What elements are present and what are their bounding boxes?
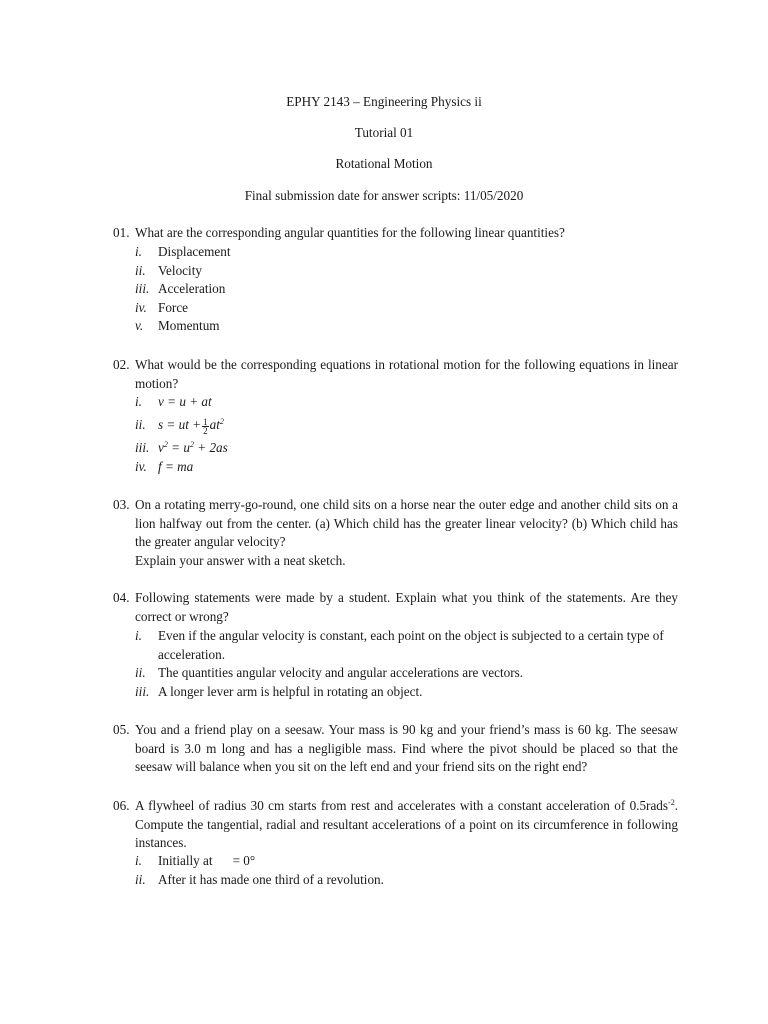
question-text: What would be the corresponding equations in rotational motion for the following equations in linear motion? [135, 357, 678, 391]
item-label: i. [135, 853, 142, 868]
item-text: Force [158, 300, 189, 315]
question-number: 04. [113, 590, 130, 605]
item-label: ii. [135, 417, 146, 432]
question-number: 01. [113, 225, 130, 240]
item-label: v. [135, 318, 144, 333]
exponent: 2 [189, 440, 194, 449]
item-text-part: = 0° [232, 853, 256, 868]
item-text: Velocity [158, 263, 202, 278]
equation-v: v [158, 440, 164, 455]
question-number: 06. [113, 798, 130, 813]
question-text-part: . Compute the tangential, radial and resultant accelerations of a point on its circumference in following instances. [135, 798, 678, 851]
equation [158, 439, 228, 458]
equation-rhs: at [209, 417, 220, 432]
item-label: i. [135, 394, 142, 409]
item-label: iv. [135, 300, 147, 315]
item-label: i. [135, 628, 142, 643]
item-text-part: Initially at [158, 853, 213, 868]
item-label: iii. [135, 281, 150, 296]
question-text: You and a friend play on a seesaw. Your mass is 90 kg and your friend’s mass is 60 kg. The seesaw board is 3.0 m long and has a negligible mass. Find where the pivot should be placed so that the seesaw will balance when you sit on the left end and your friend sits on the right end? [135, 722, 678, 775]
item-label: ii. [135, 263, 146, 278]
tutorial-title: Tutorial 01 [354, 125, 414, 140]
equation: f = ma [158, 459, 194, 474]
item-text [158, 852, 255, 871]
equation-mid: = u [167, 440, 190, 455]
item-text: Even if the angular velocity is constant, each point on the object is subjected to a certain type of acceleration. [158, 628, 664, 662]
item-label: i. [135, 244, 142, 259]
question-text: On a rotating merry-go-round, one child sits on a horse near the outer edge and another child sits on a lion halfway out from the center. (a) Which child has the greater linear velocity? (b) Which child has the greater angular velocity? [135, 497, 678, 550]
course-title: EPHY 2143 – Engineering Physics ii [286, 94, 482, 109]
item-label: ii. [135, 665, 146, 680]
question-note: Explain your answer with a neat sketch. [135, 553, 346, 568]
question-number: 03. [113, 497, 130, 512]
item-text: A longer lever arm is helpful in rotating an object. [158, 684, 423, 699]
equation [158, 416, 224, 435]
question-text: What are the corresponding angular quantities for the following linear quantities? [135, 225, 565, 240]
item-label: iv. [135, 459, 147, 474]
question-text: Following statements were made by a student. Explain what you think of the statements. Are they correct or wrong? [135, 590, 678, 624]
item-label: iii. [135, 440, 150, 455]
equation: v = u + at [158, 394, 212, 409]
item-text: Displacement [158, 244, 231, 259]
exponent: 2 [163, 440, 168, 449]
exponent: -2 [668, 798, 675, 807]
question-text-part: A flywheel of radius 30 cm starts from rest and accelerates with a constant acceleration of 0.5rads [135, 798, 669, 813]
item-text: After it has made one third of a revolution. [158, 872, 384, 887]
question-number: 02. [113, 357, 130, 372]
submission-date: Final submission date for answer scripts: 11/05/2020 [244, 188, 524, 203]
item-text: Acceleration [158, 281, 226, 296]
question-text [135, 797, 678, 853]
equation-rest: + 2as [193, 440, 228, 455]
item-text: Momentum [158, 318, 220, 333]
equation-lhs: s = ut + [158, 417, 202, 432]
fraction-denominator: 2 [203, 426, 208, 436]
topic-title: Rotational Motion [335, 156, 433, 171]
question-number: 05. [113, 722, 130, 737]
item-text: The quantities angular velocity and angular accelerations are vectors. [158, 665, 524, 680]
fraction [202, 418, 209, 435]
item-label: iii. [135, 684, 150, 699]
item-label: ii. [135, 872, 146, 887]
exponent: 2 [219, 417, 224, 426]
fraction-numerator: 1 [203, 417, 208, 427]
